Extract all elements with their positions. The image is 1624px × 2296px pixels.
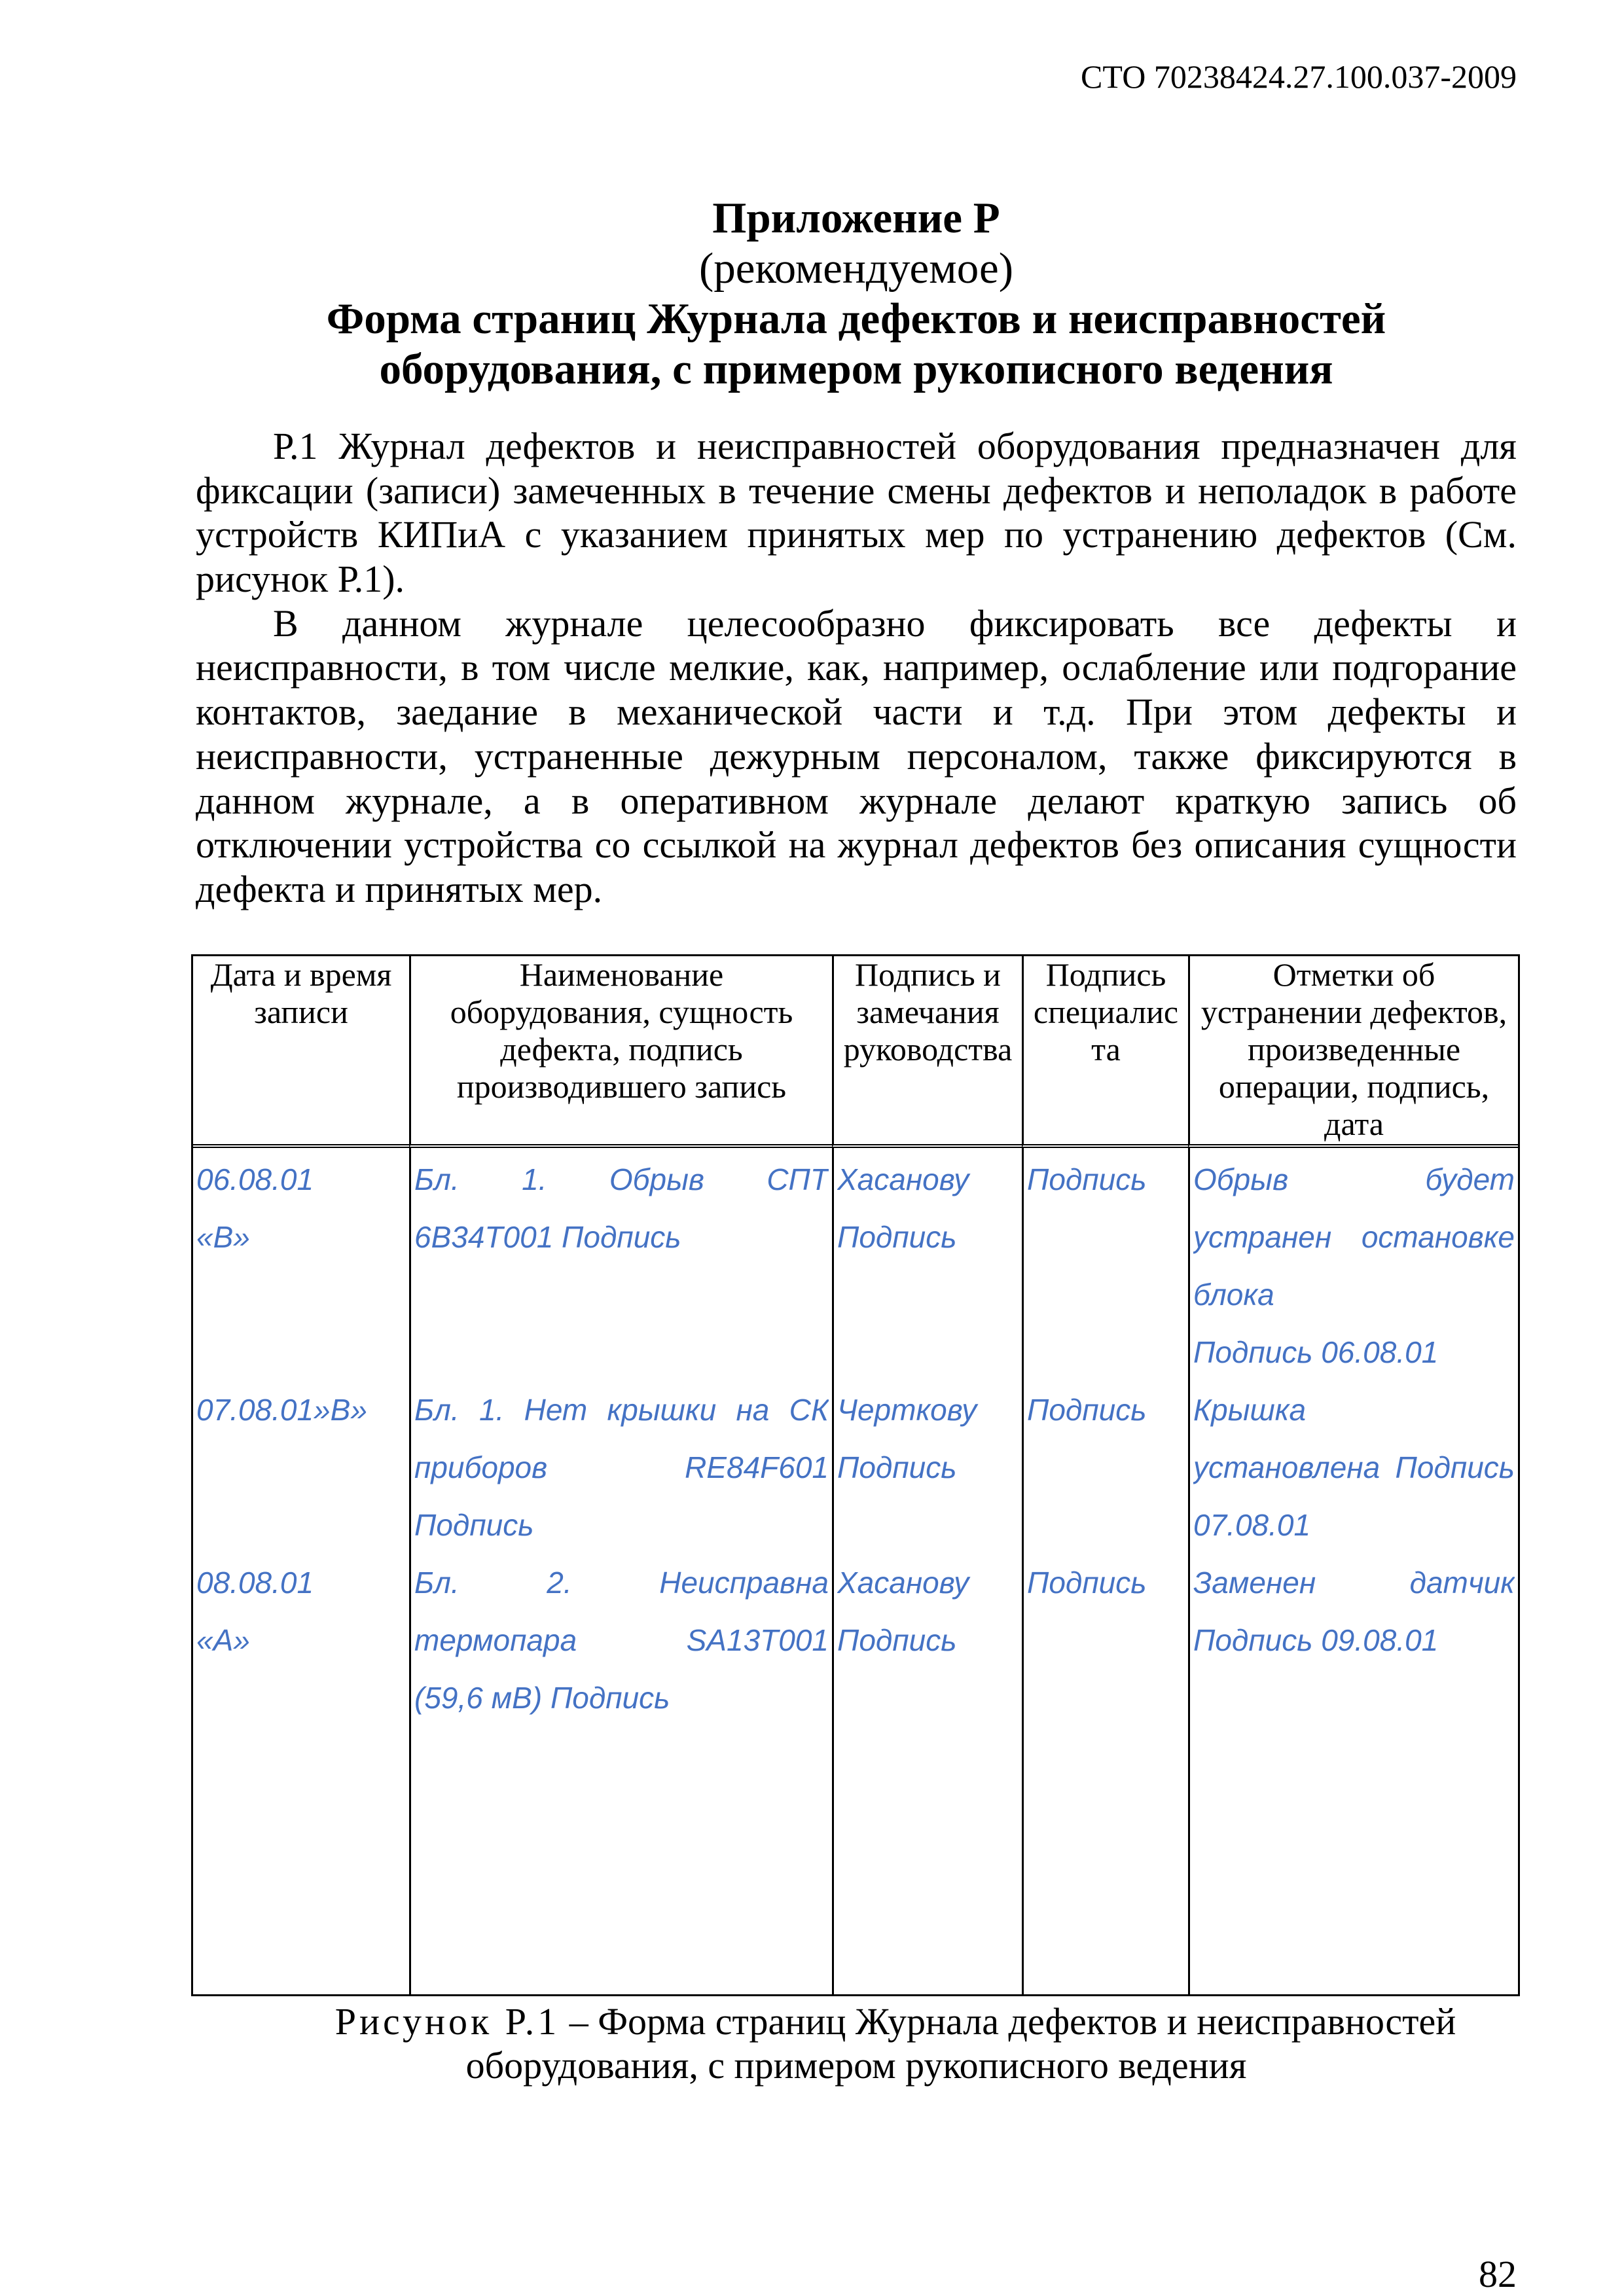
cell-manager	[832, 1381, 1022, 1554]
paragraph-line: рисунок Р.1).	[196, 558, 405, 601]
cell-equipment	[409, 1148, 832, 1381]
handwritten-line: Черткову	[837, 1393, 977, 1427]
handwritten-line: Подпись	[837, 1623, 957, 1657]
handwritten-line: Подпись	[837, 1220, 957, 1254]
paragraph-line: В данном журнале целесообразно фиксировать все дефекты и	[273, 601, 1517, 645]
paragraph-line: Р.1 Журнал дефектов и неисправностей оборудования предназначен для	[273, 425, 1517, 467]
paragraph-line: дефекта и принятых мер.	[196, 867, 603, 910]
appendix-status: (рекомендуемое)	[698, 244, 1014, 293]
header-line: замечания	[856, 994, 1000, 1030]
header-line: оборудования, сущность	[450, 994, 793, 1030]
main-text	[196, 424, 1517, 912]
handwritten-line: Обрыв будет	[1193, 1162, 1515, 1196]
handwritten-line: установлена Подпись	[1193, 1450, 1515, 1484]
handwritten-line: Подпись 09.08.01	[1193, 1623, 1439, 1657]
paragraph-line: устройств КИПиА с указанием принятых мер по устранению дефектов (См.	[196, 513, 1517, 556]
header-line: устранении дефектов,	[1200, 994, 1507, 1030]
paragraph-line: контактов, заедание в механической части и т.д. При этом дефекты и	[196, 691, 1517, 734]
form-title-line: Форма страниц Журнала дефектов и неисправностей	[326, 295, 1386, 343]
form-title-line: оборудования, с примером рукописного ведения	[379, 345, 1333, 393]
handwritten-line: 07.08.01»В»	[196, 1393, 367, 1427]
handwritten-line: «А»	[196, 1623, 250, 1657]
handwritten-line: 08.08.01	[196, 1566, 314, 1600]
caption-label: Рисунок Р.1	[334, 2000, 560, 2043]
handwritten-line: термопара SA13T001	[414, 1623, 829, 1657]
document-code-header: СТО 70238424.27.100.037-2009	[1081, 58, 1517, 95]
header-line: дата	[1324, 1105, 1384, 1142]
cell-specialist	[1022, 1381, 1188, 1554]
cell-manager	[832, 1148, 1022, 1381]
header-equipment-defect	[409, 956, 832, 1148]
header-line: Отметки об	[1272, 956, 1435, 993]
header-line: Наименование	[519, 956, 724, 993]
handwritten-line: Подпись	[837, 1450, 957, 1484]
header-line: Подпись и	[855, 956, 1001, 993]
header-line: Дата и время	[210, 956, 392, 993]
appendix-title: Приложение Р	[712, 194, 1000, 242]
cell-specialist	[1022, 1148, 1188, 1381]
paragraph-line: отключении устройства со ссылкой на журнал дефектов без описания сущности	[196, 823, 1517, 867]
header-line: специалис	[1033, 994, 1179, 1030]
header-repair-remarks	[1188, 956, 1518, 1148]
cell-date	[193, 1381, 409, 1554]
cell-remarks	[1188, 1381, 1518, 1554]
header-date-time	[193, 956, 409, 1148]
appendix-title-block	[196, 193, 1517, 395]
header-specialist-signature	[1022, 956, 1188, 1148]
handwritten-line: приборов RE84F601	[414, 1450, 829, 1484]
header-line: Подпись	[1045, 956, 1166, 993]
figure-caption	[196, 2000, 1517, 2087]
paragraph-line: фиксации (записи) замеченных в течение смены дефектов и неполадок в работе	[196, 469, 1517, 512]
caption-text: – Форма страниц Журнала дефектов и неисправностей	[569, 2000, 1456, 2043]
header-line: операции, подпись,	[1218, 1068, 1490, 1105]
cell-equipment	[409, 1381, 832, 1554]
handwritten-line: 07.08.01	[1193, 1508, 1311, 1542]
header-line: записи	[254, 994, 348, 1030]
caption-line: оборудования, с примером рукописного ведения	[465, 2044, 1247, 2087]
handwritten-line: Подпись	[1027, 1162, 1147, 1196]
caption-line	[196, 2000, 1517, 2043]
handwritten-line: Подпись	[1027, 1393, 1147, 1427]
handwritten-line: блока	[1193, 1278, 1274, 1312]
handwritten-line: 6B34T001 Подпись	[414, 1220, 681, 1254]
header-line: произведенные	[1247, 1031, 1461, 1067]
paragraph	[196, 424, 1517, 601]
paragraph-line: неисправности, в том числе мелкие, как, например, ослабление или подгорание	[196, 646, 1517, 689]
handwritten-line: Подпись 06.08.01	[1193, 1335, 1439, 1369]
handwritten-line: Подпись	[1027, 1566, 1147, 1600]
handwritten-line: 06.08.01	[196, 1162, 314, 1196]
cell-date	[193, 1148, 409, 1381]
handwritten-line: Хасанову	[837, 1162, 969, 1196]
cell-remarks	[1188, 1554, 1518, 1994]
cell-equipment	[409, 1554, 832, 1994]
header-line: та	[1091, 1031, 1121, 1067]
cell-specialist	[1022, 1554, 1188, 1994]
handwritten-line: устранен остановке	[1193, 1220, 1515, 1254]
header-line: производившего запись	[456, 1068, 787, 1105]
handwritten-line: Хасанову	[837, 1566, 969, 1600]
cell-manager	[832, 1554, 1022, 1994]
handwritten-line: (59,6 мВ) Подпись	[414, 1681, 670, 1715]
header-manager-signature	[832, 956, 1022, 1148]
header-line: дефекта, подпись	[500, 1031, 743, 1067]
paragraph-line: неисправности, устраненные дежурным персоналом, также фиксируются в	[196, 734, 1517, 778]
handwritten-line: Крышка	[1193, 1393, 1307, 1427]
cell-remarks	[1188, 1148, 1518, 1381]
handwritten-line: Заменен датчик	[1193, 1566, 1515, 1600]
paragraph-line: данном журнале, а в оперативном журнале делают краткую запись об	[196, 779, 1517, 822]
handwritten-line: Подпись	[414, 1508, 534, 1542]
header-line: руководства	[843, 1031, 1013, 1067]
handwritten-line: Бл. 2. Неисправна	[414, 1566, 829, 1600]
handwritten-line: Бл. 1. Обрыв СПТ	[414, 1162, 829, 1196]
handwritten-line: «В»	[196, 1220, 250, 1254]
page-number: 82	[1479, 2253, 1517, 2295]
defect-journal-table	[191, 954, 1520, 1996]
paragraph	[196, 601, 1517, 912]
handwritten-line: Бл. 1. Нет крышки на СК	[414, 1393, 829, 1427]
cell-date	[193, 1554, 409, 1994]
